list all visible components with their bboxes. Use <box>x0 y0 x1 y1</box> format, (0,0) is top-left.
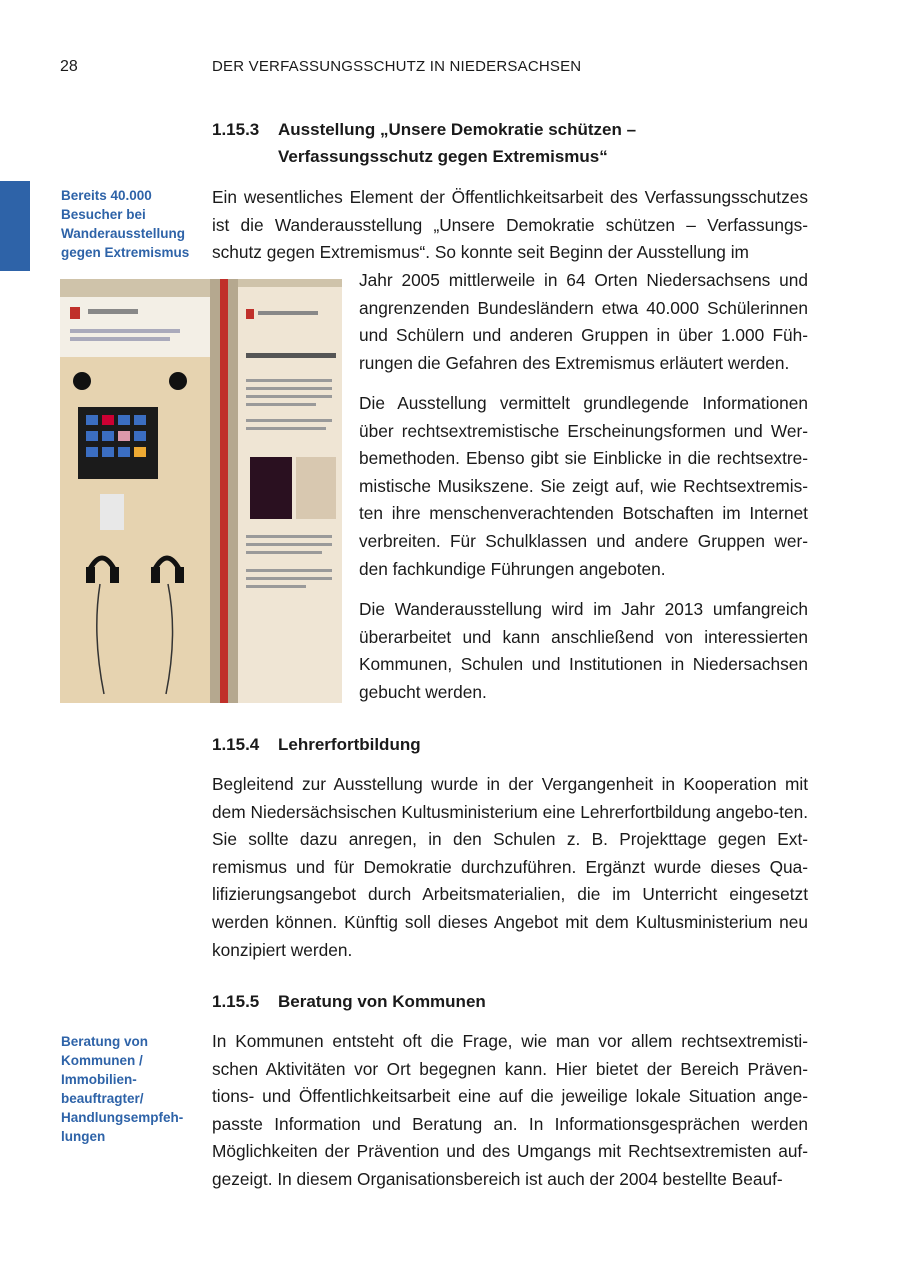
exhibition-photo <box>60 279 342 703</box>
paragraph-exhibition-reach: Jahr 2005 mittlerweile in 64 Orten Niedersachsens und angrenzenden Bundesländern etwa 40.000 Schülerinnen und Schülern und anderen Gruppen in über 1.000 Füh-rungen die Gefahren des Extremismus erläutert werden. <box>359 270 808 373</box>
page-number: 28 <box>60 58 78 75</box>
section-title: Beratung von Kommunen <box>278 992 486 1011</box>
paragraph-municipal-consulting: In Kommunen entsteht oft die Frage, wie man vor allem rechtsextremisti-schen Aktivitäten vor Ort begegnen kann. Hier bietet der Bereich Präven-tions- und Öffentlichkeitsarbeit eine auf die jeweilige lokale Situation ange-passte Information und Beratung an. In Informationsgesprächen werden Möglichkeiten der Prävention und des Umgangs mit Rechtsextremisten auf-gezeigt. In diesem Organisationsbereich ist auch der 2004 bestellte Beauf- <box>212 1031 808 1189</box>
section-heading-exhibition <box>212 116 812 170</box>
section-title-line2: Verfassungsschutz gegen Extremismus“ <box>278 147 608 166</box>
section-title-line1: Ausstellung „Unsere Demokratie schützen – <box>278 120 637 139</box>
margin-note-visitors: Bereits 40.000 Besucher bei Wanderausstellung gegen Extremismus <box>61 188 190 260</box>
margin-note-consulting: Beratung von Kommunen / Immobilien-beauftragter/ Handlungsempfeh-lungen <box>61 1034 184 1144</box>
section-heading-municipal-consulting <box>212 988 812 1015</box>
chapter-tab-marker <box>0 181 30 271</box>
paragraph-teacher-training: Begleitend zur Ausstellung wurde in der Vergangenheit in Kooperation mit dem Niedersächsischen Kultusministerium eine Lehrerfortbildung angebo-ten. Sie sollte dazu anregen, in den Schulen z. B. Projekttage gegen Ext-remismus und für Demokratie durchzuführen. Ergänzt wurde dieses Qua-lifizierungsangebot durch Arbeitsmaterialien, die im Unterricht eingesetzt werden können. Künftig soll dieses Angebot mit dem Kultusministerium neu konzipiert werden. <box>212 774 808 960</box>
section-number: 1.15.3 <box>212 120 260 139</box>
section-number: 1.15.5 <box>212 992 260 1011</box>
paragraph-exhibition-intro: Ein wesentliches Element der Öffentlichkeitsarbeit des Verfassungsschutzes ist die Wanderausstellung „Unsere Demokratie schützen – Verfassungs-schutz gegen Extremismus“. So konnte seit Beginn der Ausstellung im <box>212 187 808 263</box>
section-number: 1.15.4 <box>212 735 260 754</box>
section-title: Lehrerfortbildung <box>278 735 421 754</box>
exhibition-photo-illustration <box>60 279 342 703</box>
paragraph-exhibition-content: Die Ausstellung vermittelt grundlegende Informationen über rechtsextremistische Erscheinungsformen und Wer-bemethoden. Ebenso gibt sie Einblicke in die rechtsextre-mistische Musikszene. Sie zeigt auf, wie Rechtsextremis-ten ihre menschenverachtenden Botschaften im Internet verbreiten. Für Schulklassen und andere Gruppen wer-den fachkundige Führungen angeboten. <box>359 393 808 579</box>
paragraph-exhibition-revision: Die Wanderausstellung wird im Jahr 2013 umfangreich überarbeitet und kann anschließend von interessierten Kommunen, Schulen und Institutionen in Niedersachsen gebucht werden. <box>359 599 808 702</box>
running-title: DER VERFASSUNGSSCHUTZ IN NIEDERSACHSEN <box>212 58 582 75</box>
section-heading-teacher-training <box>212 731 812 758</box>
